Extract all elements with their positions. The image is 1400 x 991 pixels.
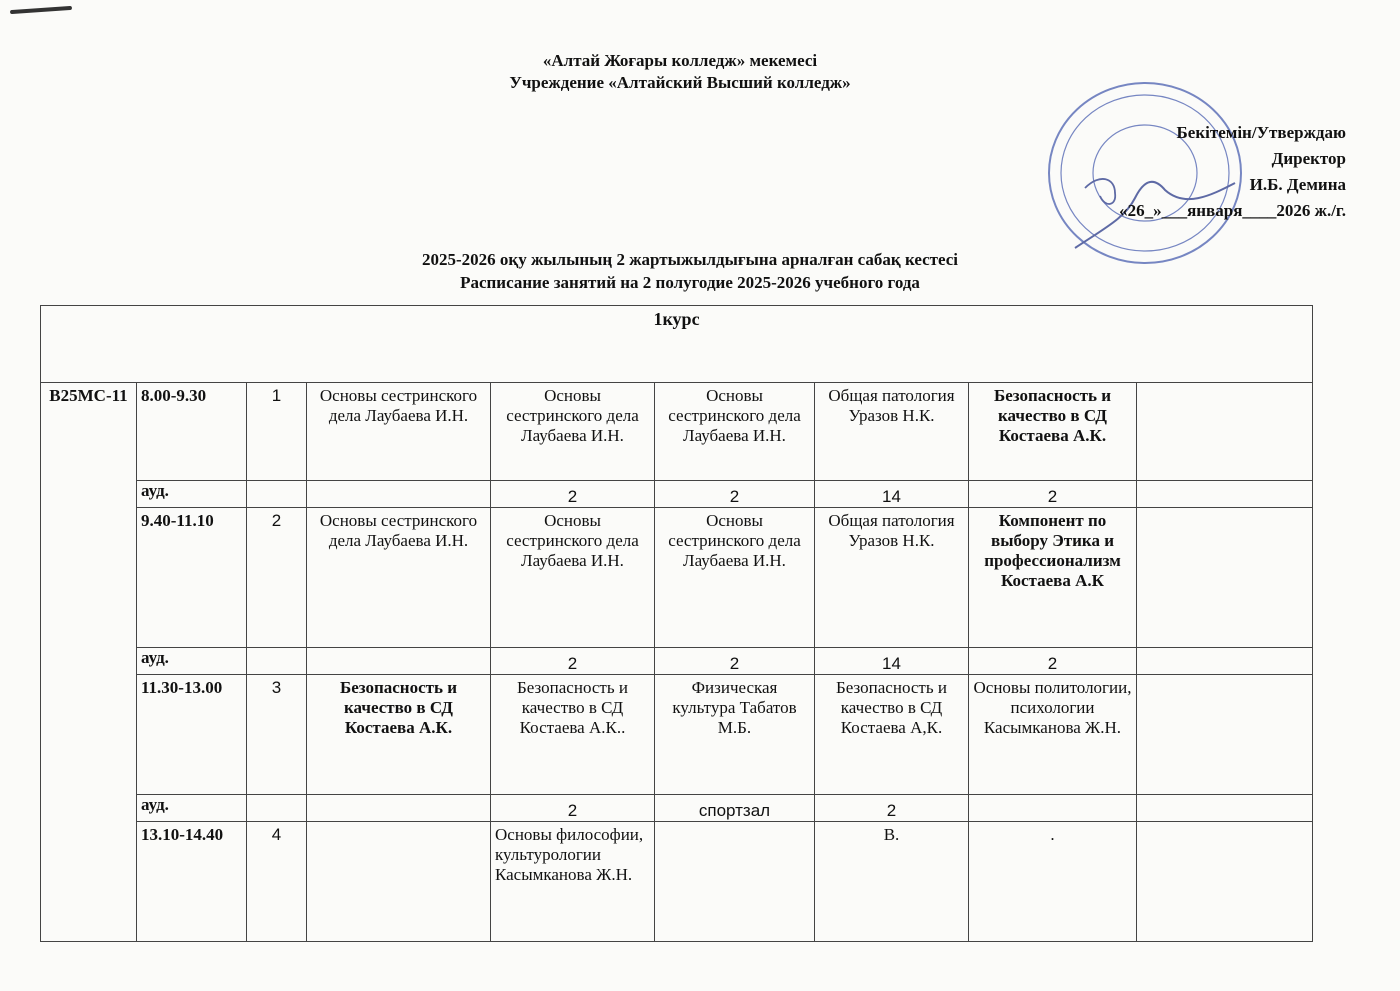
aud-label: ауд. <box>137 481 247 508</box>
approval-block <box>1119 120 1346 224</box>
lesson-cell: Основы политологии, психологии Касымканова Ж.Н. <box>969 675 1137 795</box>
room-cell <box>307 795 491 822</box>
table-row <box>41 383 1313 481</box>
approval-date: «26_»___января____2026 ж./г. <box>1119 201 1346 220</box>
course-header: 1курс <box>41 306 1313 383</box>
lesson-cell: . <box>969 822 1137 942</box>
aud-label: ауд. <box>137 648 247 675</box>
institution-name-ru: Учреждение «Алтайский Высший колледж» <box>509 73 851 92</box>
schedule-table <box>40 305 1313 942</box>
group-code: В25МС-11 <box>41 383 137 942</box>
approval-name: И.Б. Демина <box>1249 175 1346 194</box>
lesson-cell: Основы сестринского дела Лаубаева И.Н. <box>491 383 655 481</box>
lesson-cell <box>1137 822 1313 942</box>
room-cell: 2 <box>969 648 1137 675</box>
room-cell: 2 <box>655 481 815 508</box>
lesson-cell: Общая патология Уразов Н.К. <box>815 383 969 481</box>
lesson-cell: Основы сестринского дела Лаубаева И.Н. <box>655 383 815 481</box>
lesson-cell <box>1137 675 1313 795</box>
pair-number: 1 <box>247 383 307 481</box>
lesson-cell: Основы сестринского дела Лаубаева И.Н. <box>655 508 815 648</box>
pair-number: 2 <box>247 508 307 648</box>
room-cell: 14 <box>815 648 969 675</box>
table-row <box>41 675 1313 795</box>
room-cell <box>1137 648 1313 675</box>
time-slot: 8.00-9.30 <box>137 383 247 481</box>
lesson-cell: В. <box>815 822 969 942</box>
pair-number: 3 <box>247 675 307 795</box>
lesson-cell <box>307 822 491 942</box>
room-cell <box>307 648 491 675</box>
lesson-cell: Безопасность и качество в СД Костаева А.К.. <box>491 675 655 795</box>
lesson-cell: Основы сестринского дела Лаубаева И.Н. <box>491 508 655 648</box>
table-row <box>41 508 1313 648</box>
room-row <box>41 795 1313 822</box>
lesson-cell: Безопасность и качество в СД Костаева А,К. <box>815 675 969 795</box>
lesson-cell <box>1137 508 1313 648</box>
lesson-cell: Общая патология Уразов Н.К. <box>815 508 969 648</box>
lesson-cell: Физическая культура Табатов М.Б. <box>655 675 815 795</box>
room-cell: спортзал <box>655 795 815 822</box>
table-row <box>41 822 1313 942</box>
time-slot: 11.30-13.00 <box>137 675 247 795</box>
room-cell <box>1137 481 1313 508</box>
room-cell <box>969 795 1137 822</box>
room-cell: 2 <box>969 481 1137 508</box>
lesson-cell: Безопасность и качество в СД Костаева А.К. <box>307 675 491 795</box>
lesson-cell: Основы сестринского дела Лаубаева И.Н. <box>307 508 491 648</box>
institution-name-kz: «Алтай Жоғары колледж» мекемесі <box>542 51 818 70</box>
lesson-cell: Компонент по выбору Этика и профессионализм Костаева А.К <box>969 508 1137 648</box>
room-cell <box>307 481 491 508</box>
room-cell: 2 <box>491 481 655 508</box>
lesson-cell <box>1137 383 1313 481</box>
lesson-cell: Основы философии, культурологии Касымканова Ж.Н. <box>491 822 655 942</box>
room-cell: 2 <box>815 795 969 822</box>
lesson-cell: Основы сестринского дела Лаубаева И.Н. <box>307 383 491 481</box>
room-cell: 2 <box>491 648 655 675</box>
time-slot: 13.10-14.40 <box>137 822 247 942</box>
room-cell: 2 <box>491 795 655 822</box>
schedule-title-kz: 2025-2026 оқу жылының 2 жартыжылдығына арналған сабақ кестесі <box>422 250 958 269</box>
approval-title: Бекітемін/Утверждаю <box>1176 123 1346 142</box>
schedule-title-ru: Расписание занятий на 2 полугодие 2025-2026 учебного года <box>460 273 920 292</box>
room-cell: 2 <box>655 648 815 675</box>
room-cell <box>1137 795 1313 822</box>
time-slot: 9.40-11.10 <box>137 508 247 648</box>
room-row <box>41 481 1313 508</box>
room-cell: 14 <box>815 481 969 508</box>
approval-position: Директор <box>1271 149 1346 168</box>
room-row <box>41 648 1313 675</box>
pen-mark <box>10 6 72 14</box>
lesson-cell <box>655 822 815 942</box>
lesson-cell: Безопасность и качество в СД Костаева А.К. <box>969 383 1137 481</box>
aud-label: ауд. <box>137 795 247 822</box>
pair-number: 4 <box>247 822 307 942</box>
